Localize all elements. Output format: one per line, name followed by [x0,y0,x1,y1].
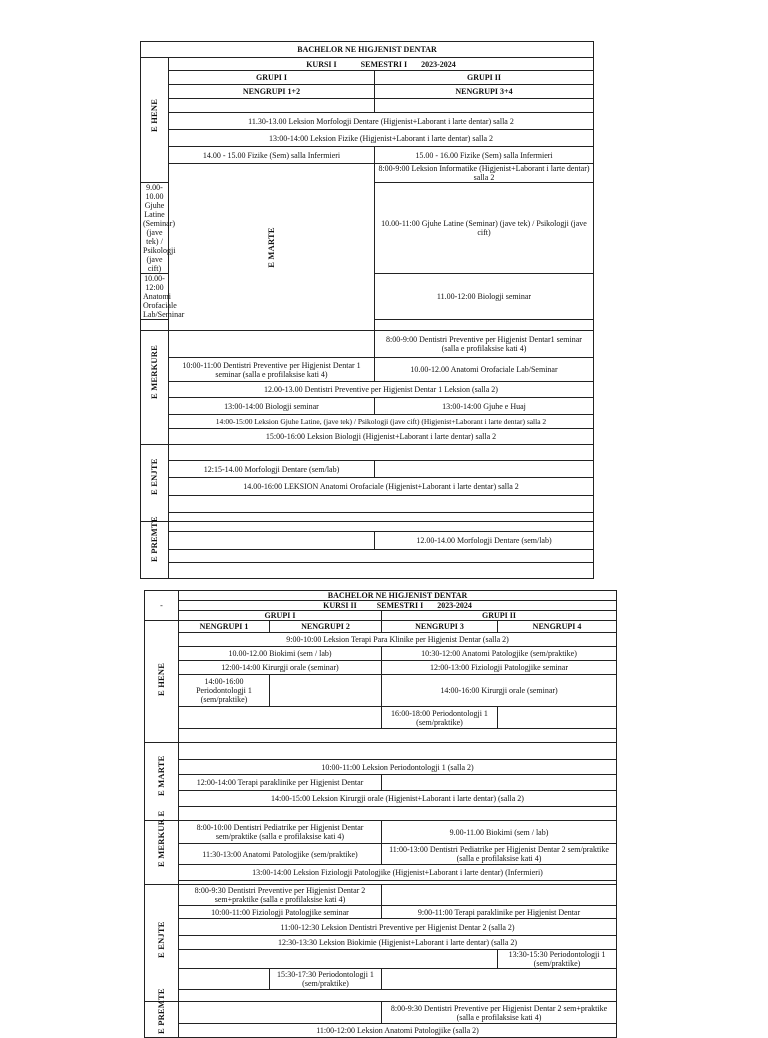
schedule-cell: 11:00-12:00 Leksion Anatomi Patologjike (salla 2) [179,1024,617,1038]
schedule-cell: 11.30-13.00 Leksion Morfologji Dentare (Higjenist+Laborant i larte dentar) salla 2 [169,113,594,130]
schedule-cell: 8:00-9:30 Dentistri Preventive per Higjenist Dentar 2 sem+praktike (salla e profilaksise kati 4) [179,885,382,906]
schedule-cell: 9:00-10:00 Leksion Terapi Para Klinike per Higjenist Dentar (salla 2) [179,633,617,647]
schedule-table-kursi-1 [140,41,594,579]
schedule-cell: 10:00-11:00 Dentistri Preventive per Higjenist Dentar 1 seminar (salla e profilaksise kati 4) [169,358,375,382]
schedule-cell: 9.00-11.00 Biokimi (sem / lab) [382,821,617,844]
corner-cell: - [145,591,179,621]
schedule-cell: 10.00-12:00 Anatomi Orofaciale Lab/Seminar [141,274,169,320]
subgroup-header-1: NENGRUPI 1+2 [169,85,375,99]
schedule-table-kursi-2 [144,590,617,1038]
schedule-cell: 13:30-15:30 Periodontologji 1 (sem/praktike) [498,950,617,969]
schedule-cell: 12:00-13:00 Fiziologji Patologjike seminar [382,661,617,675]
empty-cell [169,513,594,522]
empty-cell [169,522,594,532]
schedule-cell: 10:30-12:00 Anatomi Patologjike (sem/praktike) [382,647,617,661]
day-label-premte: E PREMTE [141,522,169,579]
schedule-cell: 15:30-17:30 Periodontologji 1 (sem/praktike) [270,969,382,990]
empty-cell [169,99,375,113]
schedule-cell: 14:00-16:00 Periodontologji 1 (sem/praktike) [179,675,270,707]
group-header-1: GRUPI I [179,611,382,621]
schedule-cell: 11:00-12:30 Leksion Dentistri Preventive per Higjenist Dentar 2 (salla 2) [179,919,617,936]
empty-cell [179,807,617,821]
day-label-enjte: E ENJTE [141,445,169,522]
empty-cell [179,990,617,1002]
schedule-cell: 14.00-16:00 LEKSION Anatomi Orofaciale (Higjenist+Laborant i larte dentar) salla 2 [169,478,594,496]
schedule-cell: 8:00-10:00 Dentistri Pediatrike per Higjenist Dentar sem/praktike (salla e profilaksise kati 4) [179,821,382,844]
day-label-hene: E HENE [141,58,169,183]
subgroup-header-3: NENGRUPI 3 [382,621,498,633]
day-label-marte: E MARTE [145,743,179,821]
schedule-cell: 10.00-11:00 Gjuhe Latine (Seminar) (jave tek) / Psikologji (jave cift) [375,183,594,274]
schedule-cell: 14.00 - 15.00 Fizike (Sem) salla Infermieri [169,147,375,164]
schedule-cell: 12:00-14:00 Terapi paraklinike per Higjenist Dentar [179,775,382,791]
table-title: BACHELOR NE HIGJENIST DENTAR [179,591,617,601]
day-label-premte: E PREMTE [145,1002,179,1038]
schedule-cell: 14:00-15:00 Leksion Kirurgji orale (Higjenist+Laborant i larte dentar) (salla 2) [179,791,617,807]
schedule-cell: 13:00-14:00 Biologji seminar [169,398,375,415]
schedule-cell: 16:00-18:00 Periodontologji 1 (sem/praktike) [382,707,498,729]
schedule-cell: 12:30-13:30 Leksion Biokimie (Higjenist+Laborant i larte dentar) (salla 2) [179,936,617,950]
schedule-cell: 12:15-14.00 Morfologji Dentare (sem/lab) [169,461,375,478]
schedule-cell: 10.00-12.00 Biokimi (sem / lab) [179,647,382,661]
schedule-cell: 15.00 - 16.00 Fizike (Sem) salla Infermieri [375,147,594,164]
schedule-cell: 11:00-13:00 Dentistri Pediatrike per Higjenist Dentar 2 sem/praktike (salla e profilaksise kati 4) [382,844,617,865]
group-header-2: GRUPI II [375,71,594,85]
schedule-cell: 14:00-16:00 Kirurgji orale (seminar) [382,675,617,707]
schedule-cell: 12.00-13.00 Dentistri Preventive per Higjenist Dentar 1 Leksion (salla 2) [169,382,594,398]
subgroup-header-2: NENGRUPI 3+4 [375,85,594,99]
group-header-2: GRUPI II [382,611,617,621]
schedule-cell: 13:00-14:00 Gjuhe e Huaj [375,398,594,415]
schedule-cell: 8:00-9:00 Leksion Informatike (Higjenist+Laborant i larte dentar) salla 2 [375,164,594,183]
day-label-merkure: E MERKUR E [145,821,179,885]
schedule-cell: 9:00-11:00 Terapi paraklinike per Higjenist Dentar [382,906,617,919]
empty-cell [382,775,617,791]
day-label-marte: E MARTE [169,164,375,331]
schedule-cell: 12:00-14:00 Kirurgji orale (seminar) [179,661,382,675]
schedule-cell: 10:00-11:00 Leksion Periodontologji 1 (salla 2) [179,760,617,775]
schedule-cell: 15:00-16:00 Leksion Biologji (Higjenist+Laborant i larte dentar) salla 2 [169,429,594,445]
group-header-1: GRUPI I [169,71,375,85]
empty-cell [179,1002,382,1024]
table-title: BACHELOR NE HIGJENIST DENTAR [141,42,594,58]
schedule-cell: 10:00-11:00 Fiziologji Patologjike seminar [179,906,382,919]
empty-cell [270,675,382,707]
empty-cell [179,743,617,760]
empty-cell [498,707,617,729]
day-label-hene: E HENE [145,621,179,743]
schedule-cell: 11:30-13:00 Anatomi Patologjike (sem/praktike) [179,844,382,865]
course-semester-row: KURSI I SEMESTRI I 2023-2024 [169,58,594,71]
schedule-cell: 11.00-12:00 Biologji seminar [375,274,594,320]
empty-cell [375,99,594,113]
empty-cell [179,729,617,743]
empty-cell [179,969,270,990]
subgroup-header-4: NENGRUPI 4 [498,621,617,633]
schedule-cell: 12.00-14.00 Morfologji Dentare (sem/lab) [375,532,594,550]
course-semester-row: KURSI II SEMESTRI I 2023-2024 [179,601,617,611]
empty-cell [375,461,594,478]
day-label-merkure: E MERKURE [141,331,169,445]
subgroup-header-1: NENGRUPI 1 [179,621,270,633]
empty-cell [179,707,382,729]
schedule-cell: 13:00-14:00 Leksion Fiziologji Patologjike (Higjenist+Laborant i larte dentar) (Infermieri) [179,865,617,881]
schedule-cell: 9.00-10.00 Gjuhe Latine (Seminar) (jave tek) / Psikologji (jave cift) [141,183,169,274]
empty-cell [169,445,594,461]
schedule-cell: 13:00-14:00 Leksion Fizike (Higjenist+Laborant i larte dentar) salla 2 [169,130,594,147]
empty-cell [179,950,498,969]
schedule-cell: 8:00-9:00 Dentistri Preventive per Higjenist Dentar1 seminar (salla e profilaksise kati 4) [375,331,594,358]
empty-cell [169,563,594,579]
empty-cell [382,969,617,990]
empty-cell [375,320,594,331]
empty-cell [141,320,169,331]
empty-cell [169,532,375,550]
schedule-cell: 10.00-12.00 Anatomi Orofaciale Lab/Seminar [375,358,594,382]
day-label-enjte: E ENJTE [145,885,179,1002]
empty-cell [169,550,594,563]
subgroup-header-2: NENGRUPI 2 [270,621,382,633]
empty-cell [382,885,617,906]
empty-cell [169,496,594,513]
schedule-cell: 8:00-9:30 Dentistri Preventive per Higjenist Dentar 2 sem+praktike (salla e profilaksise kati 4) [382,1002,617,1024]
schedule-cell: 14:00-15:00 Leksion Gjuhe Latine, (jave tek) / Psikologji (jave cift) (Higjenist+Laborant i larte dentar) salla 2 [169,415,594,429]
